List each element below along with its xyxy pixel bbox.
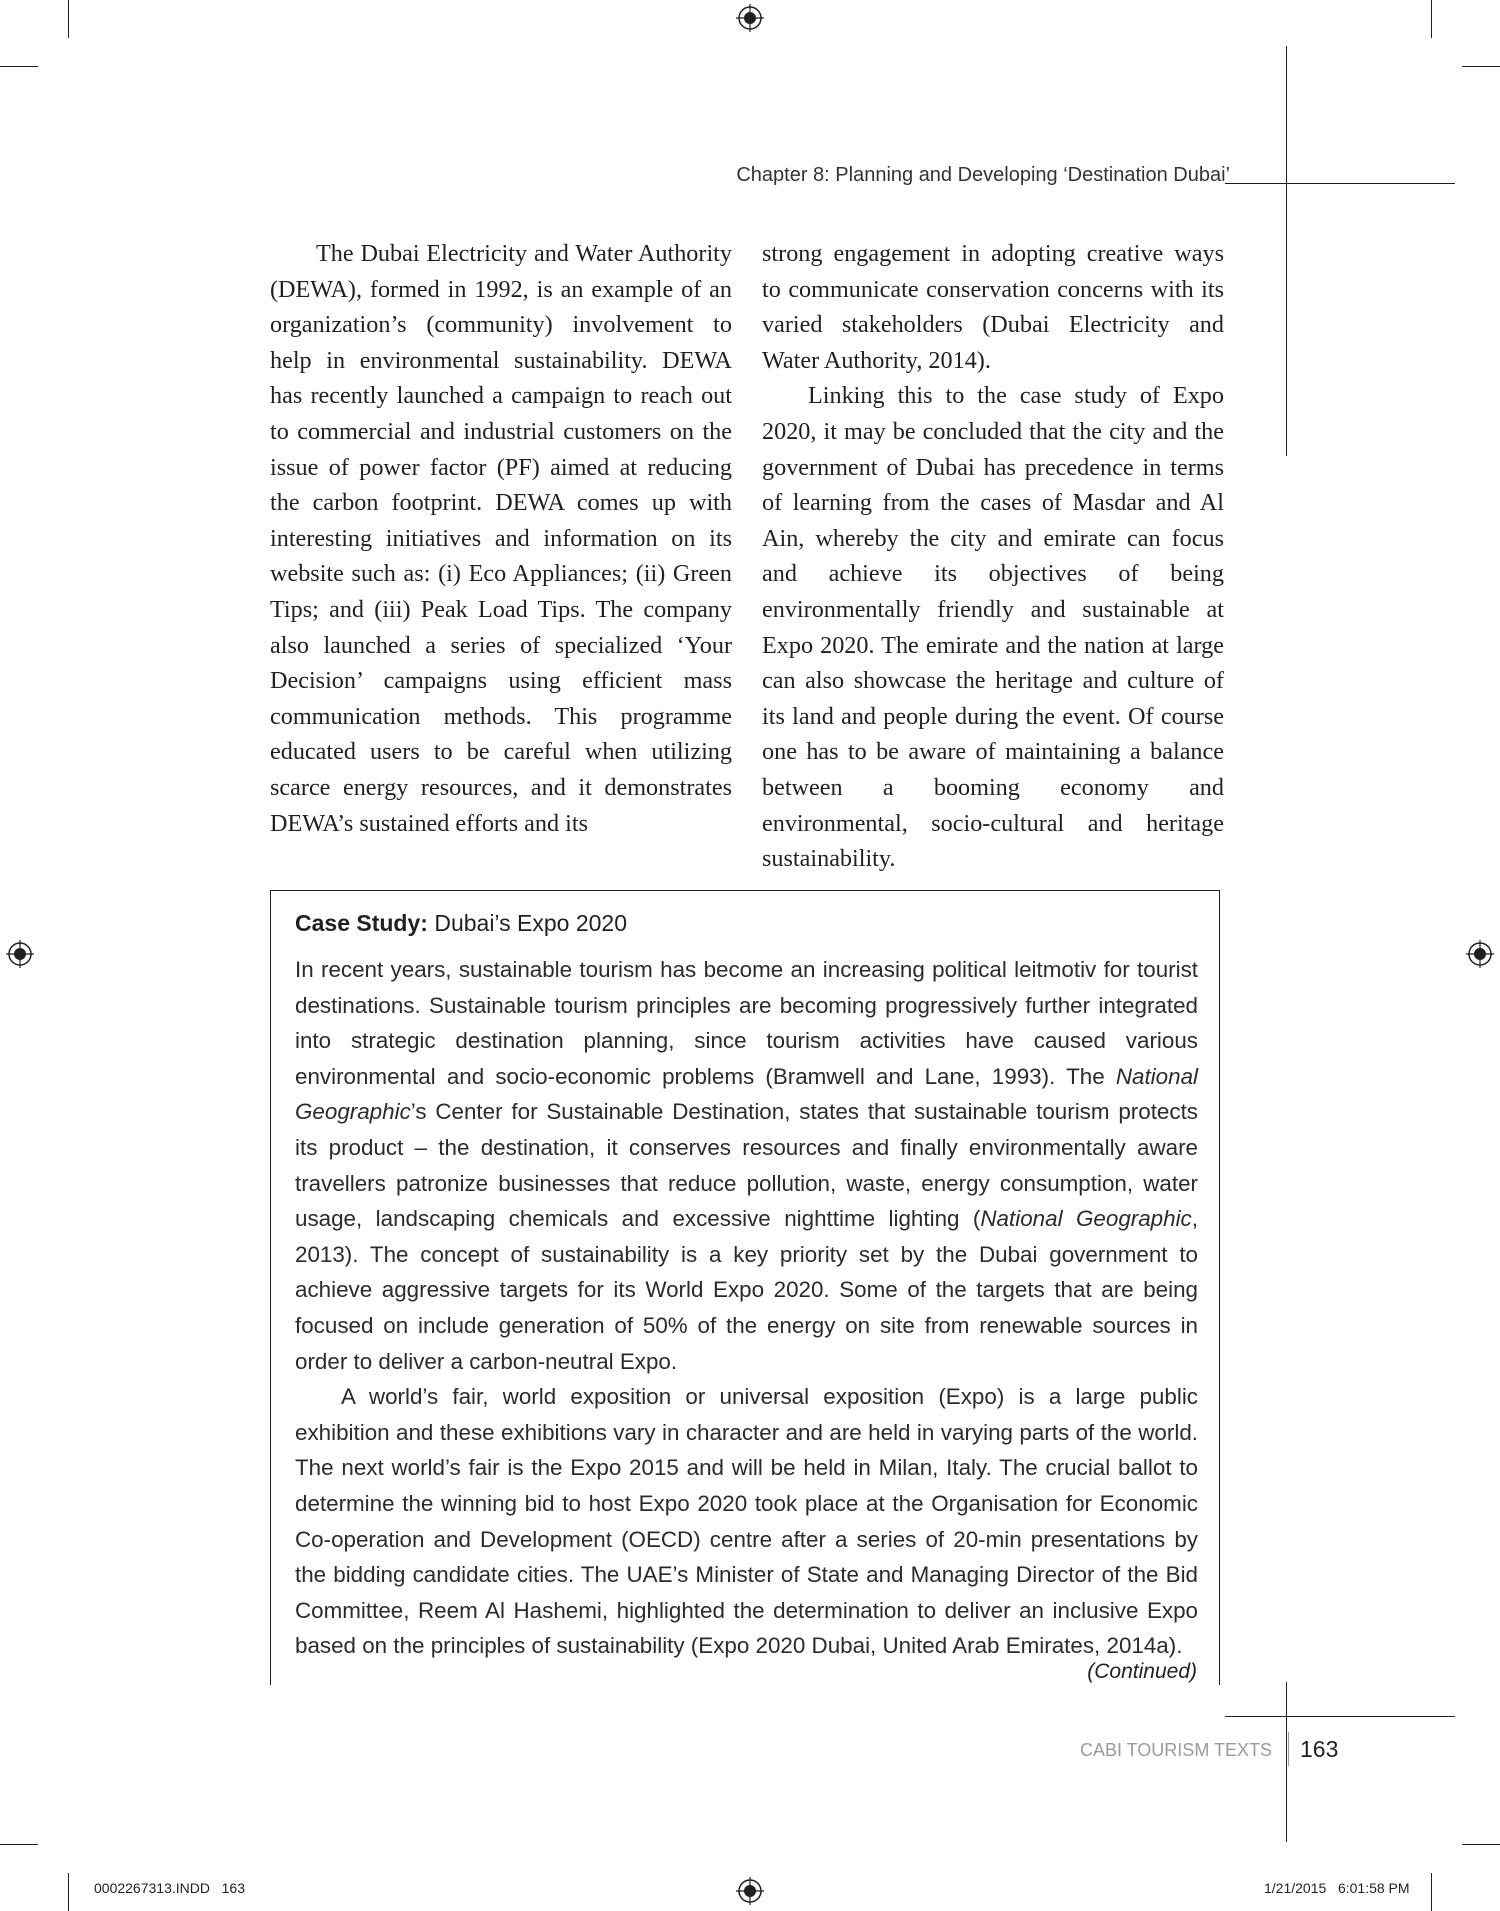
body-paragraph: strong engagement in adopting creative ways to communicate conservation concerns with its varied stakeholders (Dubai Electricity and Water Authority, 2014). bbox=[762, 240, 1224, 374]
continued-label: (Continued) bbox=[1087, 1660, 1197, 1683]
case-study-paragraph: A world’s fair, world exposition or universal exposition (Expo) is a large public exhibition and these exhibitions vary in character and are held in varying parts of the world. The next world’s fair is the Expo 2015 and will be held in Milan, Italy. The crucial ballot to determine the winning bid to host Expo 2020 took place at the Organisation for Economic Co-operation and Development (OECD) centre after a series of 20-min presentations by the bidding candidate cities. The UAE’s Minister of State and Managing Director of the Bid Committee, Reem Al Hashemi, highlighted the determination to deliver an inclusive Expo based on the principles of sustainability (Expo 2020 Dubai, United Arab Emirates, 2014a). bbox=[295, 1384, 1198, 1659]
case-study-title bbox=[295, 910, 1200, 937]
registration-mark-icon bbox=[736, 4, 764, 32]
crop-mark bbox=[0, 1844, 38, 1845]
crop-mark bbox=[1462, 1844, 1500, 1845]
italic-title: National Geographic bbox=[295, 1063, 1198, 1125]
body-paragraph: Linking this to the case study of Expo 2020, it may be concluded that the city and the government of Dubai has precedence in terms of learning from the cases of Masdar and Al Ain, whereby the city and emirate can focus and achieve its objectives of being environmentally friendly and sustainable at Expo 2020. The emirate and the nation at large can also showcase the heritage and culture of its land and people during the event. Of course one has to be aware of maintaining a balance between a booming economy and environmental, socio-cultural and heritage sustainability. bbox=[762, 382, 1224, 873]
italic-title: National Geographic bbox=[980, 1206, 1192, 1232]
crop-mark bbox=[68, 0, 69, 38]
registration-mark-icon bbox=[736, 1877, 764, 1905]
crop-mark bbox=[68, 1873, 69, 1911]
case-study-heading: Dubai’s Expo 2020 bbox=[434, 910, 627, 936]
page-number: 163 bbox=[1300, 1736, 1339, 1762]
crop-mark bbox=[1431, 0, 1432, 38]
crop-mark bbox=[1431, 1873, 1432, 1911]
body-paragraph: The Dubai Electricity and Water Authority (DEWA), formed in 1992, is an example of an organization’s (community) involvement to help in environmental sustainability. DEWA has recently launched a campaign to reach out to commercial and industrial customers on the issue of power factor (PF) aimed at reducing the carbon footprint. DEWA comes up with interesting initiatives and information on its website such as: (i) Eco Appliances; (ii) Green Tips; and (iii) Peak Load Tips. The company also launched a series of specialized ‘Your Decision’ campaigns using efficient mass communication methods. This programme educated users to be careful when utilizing scarce energy resources, and it demonstrates DEWA’s sustained efforts and its bbox=[270, 240, 732, 837]
footer-rule bbox=[1225, 1716, 1455, 1717]
running-head-rule bbox=[1225, 183, 1455, 184]
running-head: Chapter 8: Planning and Developing ‘Destination Dubai’ bbox=[736, 164, 1230, 186]
folio-divider bbox=[1288, 1732, 1289, 1766]
crop-mark bbox=[1462, 66, 1500, 67]
text-run: ’s Center for Sustainable Destination, states that sustainable tourism protects its product – the destination, it conserves resources and finally environmentally aware travellers patronize businesses that reduce pollution, waste, energy consumption, water usage, landscaping chemicals and excessive nighttime lighting ( bbox=[295, 1099, 1198, 1232]
slug-timestamp: 1/21/2015 6:01:58 PM bbox=[1264, 1880, 1410, 1896]
case-study-paragraph bbox=[295, 952, 1198, 1379]
text-run: , 2013). The concept of sustainability is a key priority set by the Dubai government to achieve aggressive targets for its World Expo 2020. Some of the targets that are being focused on include generation of 50% of the energy on site from renewable sources in order to deliver a carbon-neutral Expo. bbox=[295, 1206, 1198, 1374]
case-study-body bbox=[295, 952, 1198, 1664]
slug-file: 0002267313.INDD 163 bbox=[94, 1880, 245, 1896]
case-study-label: Case Study: bbox=[295, 910, 428, 936]
registration-mark-icon bbox=[6, 940, 34, 968]
text-run: In recent years, sustainable tourism has become an increasing political leitmotiv for tourist destinations. Sustainable tourism principles are becoming progressively further integrated into strategic destination planning, since tourism activities have caused various environmental and socio-economic problems (Bramwell and Lane, 1993). The bbox=[295, 957, 1198, 1089]
margin-guide bbox=[1286, 1682, 1287, 1842]
left-column bbox=[270, 236, 732, 841]
registration-mark-icon bbox=[1466, 940, 1494, 968]
series-name: CABI TOURISM TEXTS bbox=[1079, 1740, 1272, 1760]
crop-mark bbox=[0, 66, 38, 67]
margin-guide bbox=[1286, 46, 1287, 456]
right-column bbox=[762, 236, 1224, 877]
